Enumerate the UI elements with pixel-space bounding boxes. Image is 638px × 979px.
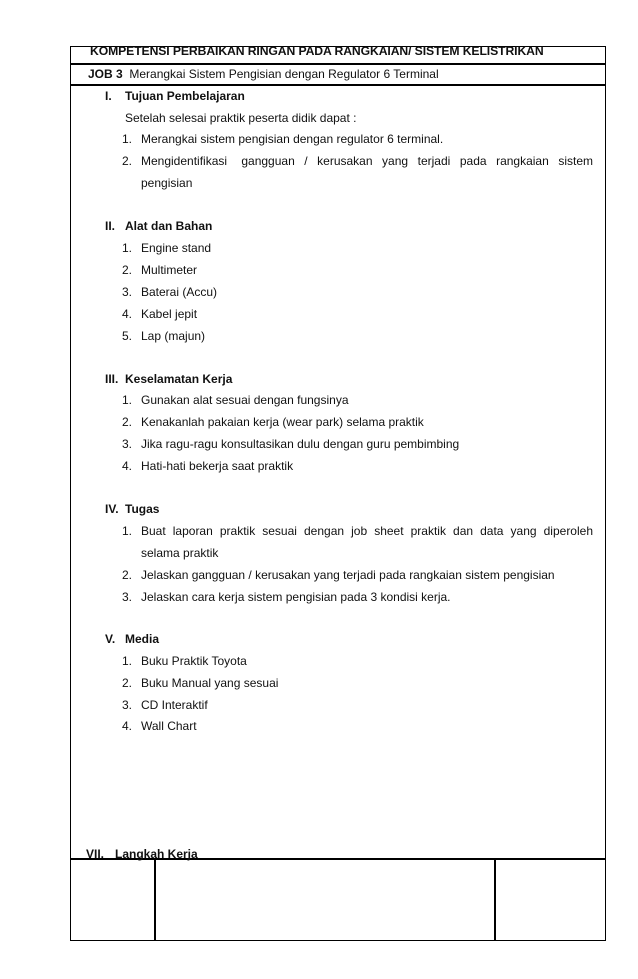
- section-intro: Setelah selesai praktik peserta didik dapat :: [125, 111, 357, 125]
- list-item: 4. Kabel jepit: [122, 307, 198, 321]
- list-item: 3. Baterai (Accu): [122, 285, 218, 299]
- section-heading-tujuan: I. Tujuan Pembelajaran: [105, 89, 245, 103]
- list-item-continuation: selama praktik: [141, 546, 219, 560]
- list-item: 1. Gunakan alat sesuai dengan fungsinya: [122, 393, 349, 407]
- list-item: 3. Jika ragu-ragu konsultasikan dulu dengan guru pembimbing: [122, 437, 460, 451]
- section-heading-alat: II. Alat dan Bahan: [105, 219, 213, 233]
- list-item: 2. Jelaskan gangguan / kerusakan yang terjadi pada rangkaian sistem pengisian: [122, 568, 555, 582]
- job-heading: [88, 67, 439, 81]
- list-item: 1. Buku Praktik Toyota: [122, 654, 247, 668]
- list-item: 4. Wall Chart: [122, 719, 197, 733]
- list-item: 2. Kenakanlah pakaian kerja (wear park) selama praktik: [122, 415, 424, 429]
- list-item: 1. Engine stand: [122, 241, 212, 255]
- section-heading-langkah: VII. Langkah Kerja: [86, 847, 198, 861]
- list-item: 1. Buat laporan praktik sesuai dengan job sheet praktik dan data yang diperoleh: [122, 524, 593, 538]
- list-item: 2. Buku Manual yang sesuai: [122, 676, 279, 690]
- job-label: JOB 3: [88, 67, 123, 81]
- section-heading-keselamatan: III. Keselamatan Kerja: [105, 372, 233, 386]
- list-item: 1. Merangkai sistem pengisian dengan regulator 6 terminal.: [122, 132, 444, 146]
- header-divider: [70, 63, 606, 65]
- table-col-divider-2: [494, 858, 496, 941]
- header-bottom-rule: [70, 84, 606, 86]
- list-item: 3. CD Interaktif: [122, 698, 208, 712]
- list-item: 3. Jelaskan cara kerja sistem pengisian pada 3 kondisi kerja.: [122, 590, 451, 604]
- list-item: 2. Multimeter: [122, 263, 198, 277]
- list-item: 4. Hati-hati bekerja saat praktik: [122, 459, 294, 473]
- table-col-divider-1: [154, 858, 156, 941]
- list-item: 5. Lap (majun): [122, 329, 206, 343]
- competency-title: KOMPETENSI PERBAIKAN RINGAN PADA RANGKAIAN/ SISTEM KELISTRIKAN: [90, 44, 544, 58]
- list-item: 2. Mengidentifikasi gangguan / kerusakan yang terjadi pada rangkaian sistem: [122, 154, 593, 168]
- section-heading-media: V. Media: [105, 632, 160, 646]
- section-heading-tugas: IV. Tugas: [105, 502, 160, 516]
- list-item-continuation: pengisian: [141, 176, 193, 190]
- job-title: Merangkai Sistem Pengisian dengan Regulator 6 Terminal: [129, 67, 439, 81]
